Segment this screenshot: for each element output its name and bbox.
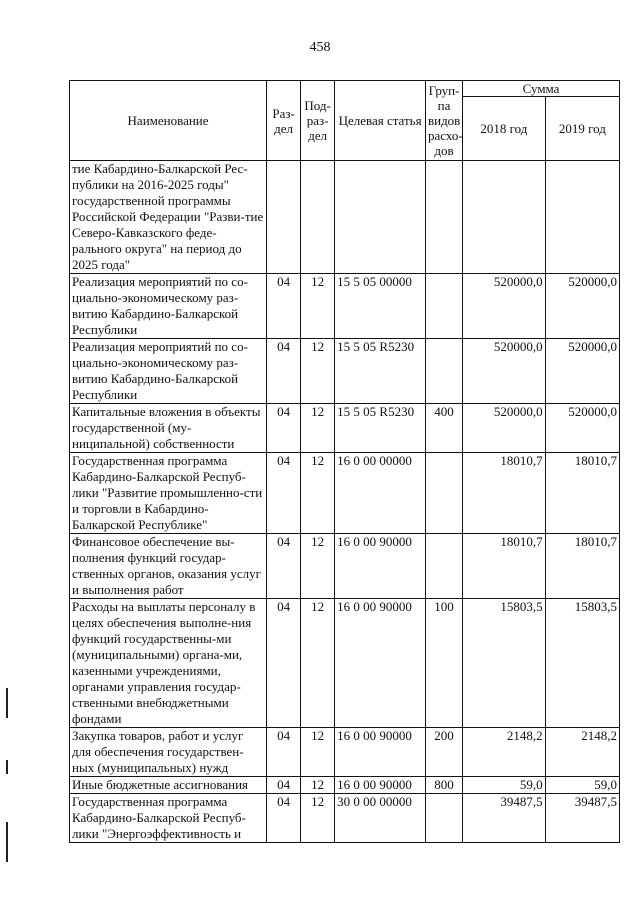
cell-statia	[335, 161, 426, 274]
cell-sum-2019: 520000,0	[545, 274, 619, 339]
table-row	[70, 161, 620, 274]
cell-sum-2019: 15803,5	[545, 599, 619, 728]
cell-vid: 100	[425, 599, 462, 728]
table-row	[70, 274, 620, 339]
page-number: 458	[309, 40, 331, 55]
cell-podrazdel: 12	[301, 599, 335, 728]
cell-name: Капитальные вложения в объекты государственной (му-ниципальной) собственности	[70, 404, 267, 453]
table-row	[70, 777, 620, 794]
cell-razdel: 04	[267, 339, 301, 404]
cell-sum-2018: 59,0	[463, 777, 546, 794]
cell-sum-2019: 39487,5	[545, 794, 619, 843]
cell-sum-2018: 520000,0	[463, 339, 546, 404]
cell-statia: 16 0 00 00000	[335, 453, 426, 534]
cell-razdel: 04	[267, 794, 301, 843]
cell-statia: 30 0 00 00000	[335, 794, 426, 843]
cell-sum-2018: 18010,7	[463, 453, 546, 534]
cell-razdel: 04	[267, 728, 301, 777]
cell-name: Иные бюджетные ассигнования	[70, 777, 267, 794]
cell-statia: 16 0 00 90000	[335, 728, 426, 777]
cell-name: Государственная программа Кабардино-Балкарской Респуб-лики "Развитие промышленно-сти и торговли в Кабардино-Балкарской Республике"	[70, 453, 267, 534]
table-row	[70, 794, 620, 843]
margin-mark	[6, 688, 8, 718]
cell-podrazdel: 12	[301, 534, 335, 599]
cell-podrazdel: 12	[301, 453, 335, 534]
cell-statia: 16 0 00 90000	[335, 599, 426, 728]
header-podrazdel: Под-раз-дел	[301, 81, 335, 161]
header-name: Наименование	[70, 81, 267, 161]
table-row	[70, 728, 620, 777]
table-body	[70, 161, 620, 843]
table-row	[70, 339, 620, 404]
table-row	[70, 599, 620, 728]
cell-podrazdel	[301, 161, 335, 274]
cell-razdel: 04	[267, 534, 301, 599]
cell-vid	[425, 453, 462, 534]
cell-statia: 16 0 00 90000	[335, 777, 426, 794]
header-vid: Груп-па видов расхо-дов	[425, 81, 462, 161]
table-row	[70, 404, 620, 453]
header-razdel: Раз-дел	[267, 81, 301, 161]
cell-podrazdel: 12	[301, 274, 335, 339]
cell-podrazdel: 12	[301, 404, 335, 453]
cell-sum-2018: 15803,5	[463, 599, 546, 728]
cell-sum-2019: 520000,0	[545, 404, 619, 453]
cell-name: Государственная программа Кабардино-Балкарской Респуб-лики "Энергоэффективность и	[70, 794, 267, 843]
margin-mark	[6, 760, 8, 774]
cell-sum-2019: 18010,7	[545, 534, 619, 599]
cell-razdel: 04	[267, 777, 301, 794]
cell-statia: 15 5 05 R5230	[335, 404, 426, 453]
budget-table	[69, 80, 620, 843]
cell-razdel: 04	[267, 404, 301, 453]
cell-statia: 15 5 05 00000	[335, 274, 426, 339]
cell-razdel	[267, 161, 301, 274]
cell-sum-2018: 39487,5	[463, 794, 546, 843]
cell-vid	[425, 339, 462, 404]
cell-sum-2018: 520000,0	[463, 404, 546, 453]
table-header	[70, 81, 620, 161]
cell-statia: 16 0 00 90000	[335, 534, 426, 599]
cell-vid: 800	[425, 777, 462, 794]
cell-name: тие Кабардино-Балкарской Рес-публики на 2016-2025 годы" государственной программы Российской Федерации "Разви-тие Северо-Кавказского феде-рального округа" на период до 2025 года"	[70, 161, 267, 274]
cell-name: Реализация мероприятий по со-циально-экономическому раз-витию Кабардино-Балкарской Республики	[70, 274, 267, 339]
cell-sum-2019: 520000,0	[545, 339, 619, 404]
cell-podrazdel: 12	[301, 728, 335, 777]
margin-mark	[6, 822, 8, 862]
cell-name: Расходы на выплаты персоналу в целях обеспечения выполне-ния функций государственны-ми (муниципальными) органа-ми, казенными учреждениями, органами управления государ-ственными внебюджетными фондами	[70, 599, 267, 728]
cell-sum-2018: 2148,2	[463, 728, 546, 777]
cell-razdel: 04	[267, 599, 301, 728]
cell-name: Финансовое обеспечение вы-полнения функций государ-ственных органов, оказания услуг и выполнения работ	[70, 534, 267, 599]
cell-sum-2019: 2148,2	[545, 728, 619, 777]
cell-sum-2019: 59,0	[545, 777, 619, 794]
header-summa: Сумма	[463, 81, 620, 97]
header-2018: 2018 год	[463, 97, 546, 161]
cell-podrazdel: 12	[301, 794, 335, 843]
cell-vid: 400	[425, 404, 462, 453]
table-row	[70, 453, 620, 534]
cell-razdel: 04	[267, 274, 301, 339]
cell-vid	[425, 794, 462, 843]
cell-vid	[425, 161, 462, 274]
cell-razdel: 04	[267, 453, 301, 534]
cell-vid: 200	[425, 728, 462, 777]
header-2019: 2019 год	[545, 97, 619, 161]
cell-vid	[425, 274, 462, 339]
header-statia: Целевая статья	[335, 81, 426, 161]
cell-statia: 15 5 05 R5230	[335, 339, 426, 404]
cell-vid	[425, 534, 462, 599]
cell-podrazdel: 12	[301, 339, 335, 404]
cell-name: Закупка товаров, работ и услуг для обеспечения государствен-ных (муниципальных) нужд	[70, 728, 267, 777]
cell-name: Реализация мероприятий по со-циально-экономическому раз-витию Кабардино-Балкарской Республики	[70, 339, 267, 404]
table-row	[70, 534, 620, 599]
cell-sum-2019: 18010,7	[545, 453, 619, 534]
cell-podrazdel: 12	[301, 777, 335, 794]
cell-sum-2019	[545, 161, 619, 274]
cell-sum-2018: 520000,0	[463, 274, 546, 339]
cell-sum-2018: 18010,7	[463, 534, 546, 599]
cell-sum-2018	[463, 161, 546, 274]
